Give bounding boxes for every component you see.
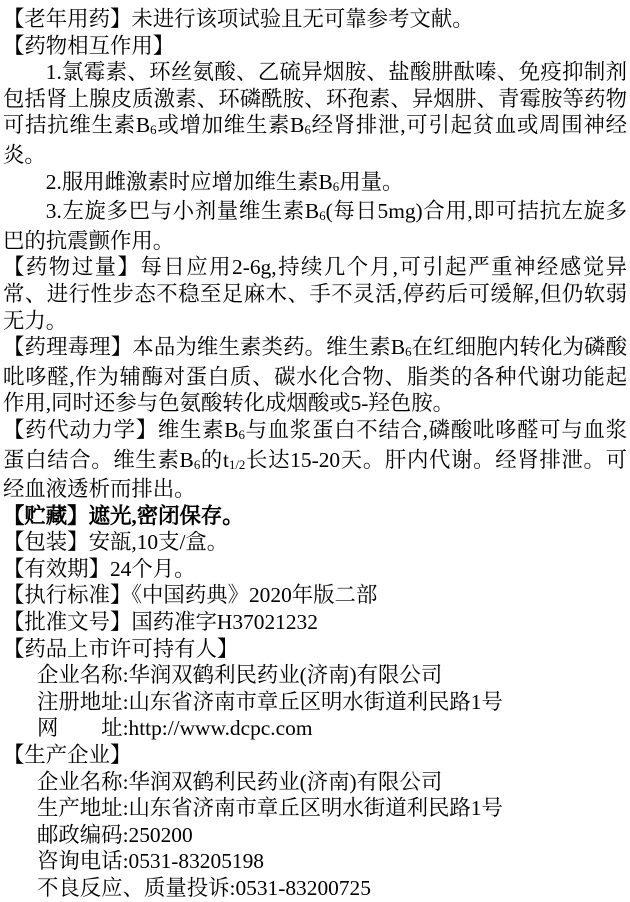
section-mah-heading — [3, 636, 627, 663]
text-run: 的t — [200, 447, 229, 472]
text-run: 【有效期】24个月。 — [3, 556, 196, 581]
text-run: 【老年用药】未进行该项试验且无可靠参考文献。 — [3, 7, 474, 31]
text-run: 2.服用雌激素时应增加维生素B — [45, 169, 333, 194]
text-run: (每日5mg)合用,即可拮抗左旋多巴的抗震颤作用。 — [3, 199, 628, 253]
text-run: 【药物过量】每日应用2-6g,持续几个月,可引起严重神经感觉异常、进行性步态不稳至足麻木、手不灵活,停药后可缓解,但仍软弱无力。 — [3, 255, 627, 333]
text-run: 在红细胞内转化为磷酸吡哆醛,作为辅酶对蛋白质、碳水化合物、脂类的各种代谢功能起作用,同时还参与色氨酸转化成烟酸或5-羟色胺。 — [3, 335, 627, 416]
text-run: 【药物相互作用】 — [3, 33, 175, 58]
manufacturer-postal-code — [3, 822, 627, 849]
text-run: 【药代动力学】维生素B — [3, 417, 239, 442]
text-run: 【执行标准】《中国药典》2020年版二部 — [3, 583, 378, 608]
text-run: 与血浆蛋白不结合,磷酸吡哆醛可与血浆蛋白结合。维生素B — [3, 417, 627, 472]
text-run: 企业名称:华润双鹤利民药业(济南)有限公司 — [37, 769, 443, 794]
subscript-text: 6 — [238, 427, 245, 442]
manufacturer-phone — [3, 848, 627, 875]
section-pharmacology-toxicology — [3, 334, 627, 417]
drug-interactions-item-2 — [3, 169, 627, 199]
text-run: 【包装】安瓿,10支/盒。 — [3, 530, 229, 555]
text-run: 邮政编码:250200 — [37, 822, 193, 847]
mah-website — [3, 715, 627, 742]
text-run: 企业名称:华润双鹤利民药业(济南)有限公司 — [37, 663, 443, 688]
drug-interactions-item-3 — [3, 198, 627, 254]
text-run: 经肾排泄,可引起贫血或周围神经炎。 — [3, 113, 627, 167]
text-run: 【药理毒理】本品为维生素类药。维生素B — [3, 335, 406, 360]
subscript-text: 6 — [319, 209, 326, 224]
mah-company-name — [3, 662, 627, 689]
subscript-text: 6 — [332, 179, 340, 194]
text-run: 网 址:http://www.dcpc.com — [37, 716, 313, 741]
text-run: 【贮藏】遮光,密闭保存。 — [3, 503, 244, 528]
mah-registered-address — [3, 689, 627, 716]
subscript-text: 6 — [193, 457, 201, 472]
text-run: 长达15-20天。肝内代谢。经肾排泄。可经血液透析而排出。 — [3, 447, 627, 502]
section-drug-interactions-heading — [3, 33, 627, 60]
subscript-text: 6 — [405, 345, 412, 360]
section-approval-number — [3, 609, 627, 636]
section-manufacturer-heading — [3, 742, 627, 769]
text-run: 1.氯霉素、环丝氨酸、乙硫异烟胺、盐酸肼酞嗪、免疫抑制剂包括肾上腺皮质激素、环磷酰胺、环孢素、异烟肼、青霉胺等药物可拮抗维生素B — [3, 60, 627, 138]
text-run: 或增加维生素B — [156, 113, 305, 138]
document-body — [3, 6, 627, 902]
text-run: 【药品上市许可持有人】 — [3, 636, 239, 661]
text-run: 注册地址:山东省济南市章丘区明水街道利民路1号 — [37, 689, 503, 714]
text-run: 咨询电话:0531-83205198 — [37, 849, 264, 874]
section-packaging — [3, 529, 627, 556]
text-run: 用量。 — [339, 169, 404, 194]
text-run: 不良反应、质量投诉:0531-83200725 — [37, 876, 371, 900]
manufacturer-production-address — [3, 795, 627, 822]
subscript-text: 6 — [304, 123, 311, 138]
section-executive-standard — [3, 582, 627, 609]
drug-interactions-item-1 — [3, 59, 627, 168]
section-geriatric-use — [3, 6, 627, 33]
subscript-text: 6 — [150, 123, 157, 138]
manufacturer-complaints-phone — [3, 875, 627, 902]
section-overdose — [3, 254, 627, 334]
text-run: 生产地址:山东省济南市章丘区明水街道利民路1号 — [37, 796, 503, 821]
section-shelf-life — [3, 556, 627, 583]
subscript-text: 1/2 — [228, 457, 246, 472]
section-storage — [3, 503, 627, 530]
text-run: 3.左旋多巴与小剂量维生素B — [45, 199, 320, 224]
section-pharmacokinetics — [3, 417, 627, 503]
manufacturer-company-name — [3, 769, 627, 796]
text-run: 【批准文号】国药准字H37021232 — [3, 610, 318, 635]
text-run: 【生产企业】 — [3, 743, 132, 768]
